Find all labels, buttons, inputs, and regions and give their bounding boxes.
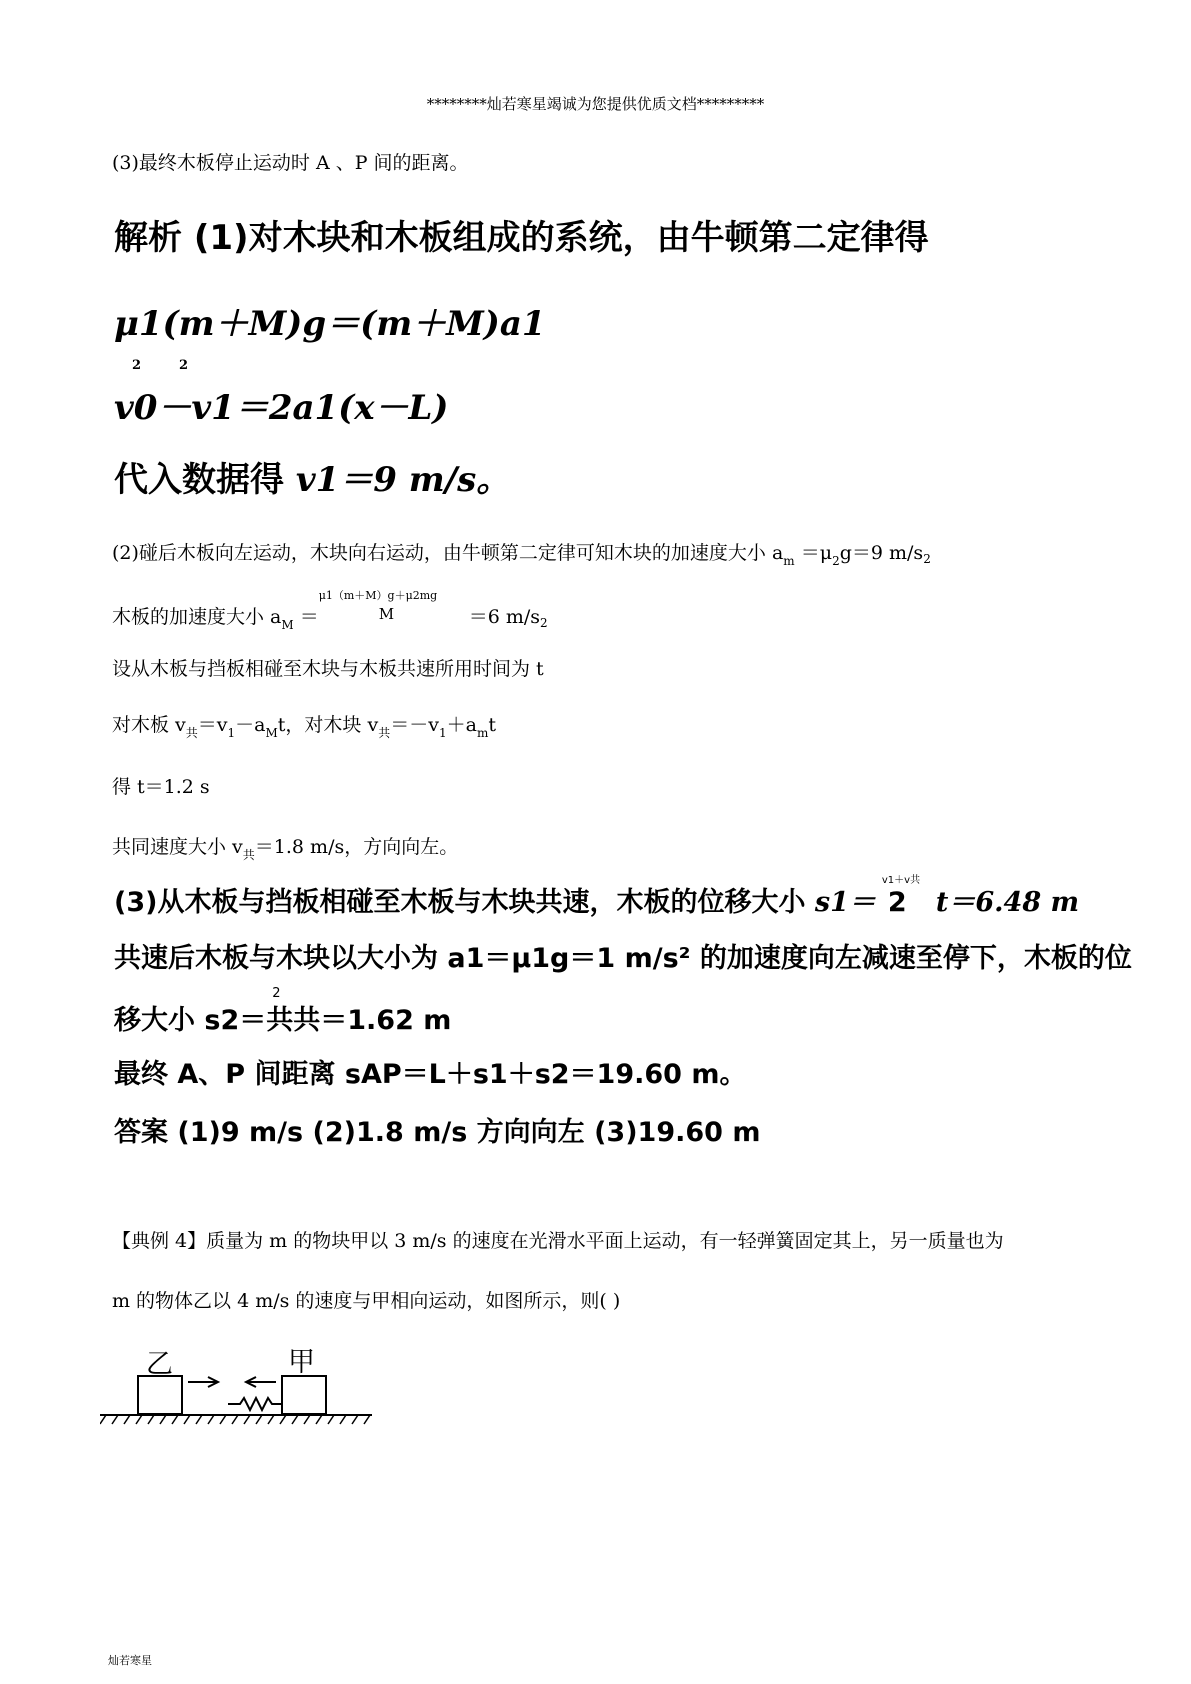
solution-2-line-2 bbox=[112, 589, 548, 632]
ground-hatch bbox=[100, 1415, 370, 1424]
equation-text: v0－v1＝2a1(x－L) bbox=[114, 388, 449, 428]
s2: 1 bbox=[227, 726, 236, 740]
fraction-text: 共共 bbox=[266, 1005, 321, 1036]
solution-3-line-3 bbox=[114, 986, 452, 1037]
fraction bbox=[266, 986, 321, 1037]
t6: ＋a bbox=[446, 714, 477, 736]
solution-1-line-3 bbox=[114, 358, 449, 429]
figure-drawing bbox=[100, 1340, 400, 1440]
fraction bbox=[876, 875, 936, 918]
text-b: ＝μ bbox=[794, 542, 833, 564]
t2: ＝v bbox=[197, 714, 228, 736]
text-a: (3)从木板与挡板相碰至木板与木块共速，木板的位移大小 bbox=[114, 887, 815, 918]
example-4-line-1: 【典例 4】质量为 m 的物块甲以 3 m/s 的速度在光滑水平面上运动，有一轻弹簧固定其上，另一质量也为 bbox=[112, 1230, 1004, 1252]
text-c: g＝9 m/s bbox=[839, 542, 924, 564]
s5: 1 bbox=[438, 726, 447, 740]
fraction-numerator: v1＋v共 bbox=[881, 875, 921, 886]
block-jia bbox=[282, 1376, 326, 1414]
result: v1＝9 m/s。 bbox=[295, 460, 511, 500]
superscript-2-b: 2 bbox=[179, 358, 189, 373]
text-a: 移大小 s2＝ bbox=[114, 1005, 267, 1036]
solution-2-line-6 bbox=[112, 832, 459, 862]
right-arrow-icon bbox=[188, 1377, 218, 1387]
solution-3-line-4: 最终 A、P 间距离 sAP＝L＋s1＋s2＝19.60 m。 bbox=[114, 1059, 747, 1090]
t2: ＝1.8 m/s，方向向左。 bbox=[254, 836, 459, 858]
page-footer: 灿若寒星 bbox=[108, 1654, 152, 1667]
text-c: ＝6 m/s bbox=[468, 606, 541, 628]
prefix: 代入数据得 bbox=[114, 460, 296, 500]
sub-m: m bbox=[783, 554, 795, 568]
spring-icon bbox=[228, 1398, 282, 1410]
s4: 共 bbox=[378, 726, 391, 740]
t1: 对木板 v bbox=[112, 714, 186, 736]
s6: m bbox=[476, 726, 489, 740]
solution-1-line-1: 解析 (1)对木块和木板组成的系统，由牛顿第二定律得 bbox=[114, 218, 929, 258]
solution-3-line-1 bbox=[114, 875, 1080, 919]
solution-2-line-4 bbox=[112, 710, 496, 740]
sub-2: 2 bbox=[832, 554, 840, 568]
fraction-denominator: 2 bbox=[887, 887, 907, 918]
exp-2: 2 bbox=[923, 552, 931, 566]
solution-1-line-4 bbox=[114, 452, 510, 501]
solution-3-line-2: 共速后木板与木块以大小为 a1＝μ1g＝1 m/s² 的加速度向左减速至停下，木板的位 bbox=[114, 943, 1132, 974]
t7: t bbox=[488, 714, 496, 736]
left-arrow-icon bbox=[246, 1377, 276, 1387]
solution-1-line-2: μ1(m＋M)g＝(m＋M)a1 bbox=[114, 304, 546, 344]
eq: ＝ bbox=[293, 606, 319, 628]
text-c: t＝6.48 m bbox=[935, 887, 1080, 918]
t4: t，对木块 v bbox=[277, 714, 379, 736]
block-yi bbox=[138, 1376, 182, 1414]
exp-2: 2 bbox=[540, 616, 548, 630]
solution-3-answer: 答案 (1)9 m/s (2)1.8 m/s 方向向左 (3)19.60 m bbox=[114, 1117, 761, 1148]
fraction-denominator: M bbox=[378, 605, 395, 623]
fraction bbox=[318, 589, 469, 623]
solution-2-line-1 bbox=[112, 538, 931, 568]
sub-M: M bbox=[281, 618, 294, 632]
text-a: (2)碰后木板向左运动，木块向右运动，由牛顿第二定律可知木块的加速度大小 a bbox=[112, 542, 784, 564]
solution-2-line-3: 设从木板与挡板相碰至木块与木板共速所用时间为 t bbox=[112, 658, 544, 680]
fraction-numerator: μ1（m＋M）g＋μ2mg bbox=[318, 589, 438, 602]
t3: －a bbox=[235, 714, 266, 736]
example-4-line-2: m 的物体乙以 4 m/s 的速度与甲相向运动，如图所示，则( ) bbox=[112, 1290, 621, 1312]
t5: ＝－v bbox=[390, 714, 439, 736]
superscript-2-a: 2 bbox=[132, 358, 142, 373]
label-jia: 甲 bbox=[288, 1347, 315, 1378]
superscript: 2 bbox=[272, 986, 281, 1001]
text-a: 木板的加速度大小 a bbox=[112, 606, 282, 628]
s1: 共 bbox=[185, 726, 198, 740]
solution-2-line-5: 得 t＝1.2 s bbox=[112, 776, 210, 798]
question-3-text: (3)最终木板停止运动时 A 、P 间的距离。 bbox=[112, 152, 469, 174]
text-c: ＝1.62 m bbox=[320, 1005, 452, 1036]
page-header: ********灿若寒星竭诚为您提供优质文档********* bbox=[426, 95, 765, 113]
s1: 共 bbox=[242, 848, 255, 862]
s3: M bbox=[265, 726, 278, 740]
spring-block-figure bbox=[100, 1340, 400, 1440]
label-yi: 乙 bbox=[146, 1349, 173, 1380]
s1-eq: s1＝ bbox=[814, 887, 876, 918]
t1: 共同速度大小 v bbox=[112, 836, 243, 858]
